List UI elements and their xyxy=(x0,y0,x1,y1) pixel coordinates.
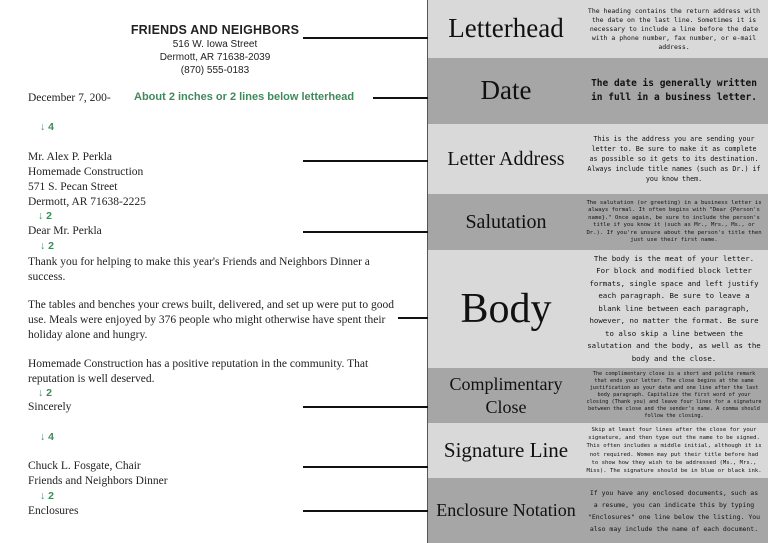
address-line-city: Dermott, AR 71638-2225 xyxy=(28,196,146,208)
date-spacing-note: About 2 inches or 2 lines below letterhead xyxy=(134,91,355,103)
part-row-complimentary-close xyxy=(428,368,768,423)
part-desc-letterhead: The heading contains the return address with the date on the last line. Sometimes it is necessary to include a line before the date with a phone number, fax number, or e-mail address. xyxy=(587,6,761,51)
part-desc-enclosure-notation: If you have any enclosed documents, such as a resume, you can indicate this by typing "Enclosures" one line below the listing. You also may include the name of each document. xyxy=(587,488,761,533)
spacer-after-salutation: ↓ 2 xyxy=(40,240,55,252)
part-row-salutation xyxy=(428,194,768,250)
spacer-after-body: ↓ 2 xyxy=(38,387,53,399)
letterhead-phone: (870) 555-0183 xyxy=(180,65,250,76)
part-term-signature-line: Signature Line xyxy=(443,437,569,462)
leader-line-enclosure xyxy=(303,510,428,512)
leader-line-signature xyxy=(303,466,428,468)
letterhead-street: 516 W. Iowa Street xyxy=(172,39,258,50)
leader-line-salutation xyxy=(303,231,428,233)
spacer-after-address: ↓ 2 xyxy=(38,210,53,222)
address-line-street: 571 S. Pecan Street xyxy=(28,181,118,193)
address-line-company: Homemade Construction xyxy=(28,166,144,178)
part-row-letter-address xyxy=(428,124,768,194)
spacer-after-date: ↓ 4 xyxy=(40,121,55,133)
address-line-name: Mr. Alex P. Perkla xyxy=(28,151,113,163)
leader-line-date xyxy=(373,97,428,99)
part-desc-body: The body is the meat of your letter. For block and modified block letter formats, single space and left justify each paragraph. Be sure to leave a blank line between each paragraph, however, no matter the format. Be sure to also skip a line between the salutation and the body, as well as the body and the close. xyxy=(587,253,761,363)
part-term-complimentary-close: Complimentary Close xyxy=(449,373,563,417)
letterhead-city: Dermott, AR 71638-2039 xyxy=(159,52,271,63)
body-paragraph-2: The tables and benches your crews built, delivered, and set up were put to good use. Meals were enjoyed by 376 people who might otherwise have spent their holiday alone and hungry. xyxy=(28,299,394,341)
part-term-enclosure-notation: Enclosure Notation xyxy=(436,500,576,520)
leader-line-letterhead xyxy=(303,37,428,39)
part-desc-date: The date is generally written in full in a business letter. xyxy=(591,78,757,103)
signature-name: Chuck L. Fosgate, Chair xyxy=(28,460,141,472)
part-row-enclosure-notation xyxy=(428,478,768,543)
part-term-salutation: Salutation xyxy=(465,211,547,233)
enclosure-text: Enclosures xyxy=(28,505,79,517)
leader-line-address xyxy=(303,160,428,162)
part-row-date xyxy=(428,58,768,124)
part-term-body: Body xyxy=(460,285,552,332)
body-paragraph-3: Homemade Construction has a positive reputation in the community. That reputation is well deserved. xyxy=(28,358,369,385)
part-row-letterhead xyxy=(428,0,768,58)
letter-parts-panel xyxy=(428,0,768,543)
part-row-signature-line xyxy=(428,423,768,478)
part-desc-salutation: The salutation (or greeting) in a business letter is always formal. It often begins with "Dear {Person's name}." Once again, be sure to include the person's title if you know it (such as Mr., Mrs., Ms., or Dr.). If you're unsure about the person's title then just use their first name. xyxy=(586,199,762,243)
spacer-after-signature: ↓ 2 xyxy=(40,490,55,502)
letterhead-name: FRIENDS AND NEIGHBORS xyxy=(130,23,300,37)
part-term-letterhead: Letterhead xyxy=(448,13,564,44)
salutation-text: Dear Mr. Perkla xyxy=(28,225,102,237)
part-desc-complimentary-close: The complimentary close is a short and polite remark that ends your letter. The close begins at the same justification as your date and one line after the last body paragraph. Capitalize the first word of your closing (Thank you) and leave four lines for a signature between the close and the sender's name. A comma should follow the closing. xyxy=(586,371,762,419)
complimentary-close-text: Sincerely xyxy=(28,401,72,413)
signature-title: Friends and Neighbors Dinner xyxy=(28,475,168,487)
leader-line-close xyxy=(303,406,428,408)
part-desc-letter-address: This is the address you are sending your letter to. Be sure to make it as complete as possible so it gets to its destination. Always include title names (such as Dr.) if you know them. xyxy=(587,135,761,183)
leader-line-body xyxy=(398,317,428,319)
part-desc-signature-line: Skip at least four lines after the close for your signature, and then type out the name to be signed. This often includes a middle initial, although it is not required. Women may put their title before had to show how they wish to be addressed (Ms., Mrs., Miss). The signature should be in blue or black ink. xyxy=(586,426,762,474)
part-row-body xyxy=(428,250,768,368)
letter-date: December 7, 200- xyxy=(28,92,111,104)
spacer-after-close: ↓ 4 xyxy=(40,431,55,443)
body-paragraph-1: Thank you for helping to make this year's Friends and Neighbors Dinner a success. xyxy=(28,256,370,283)
part-term-letter-address: Letter Address xyxy=(447,148,565,170)
part-term-date: Date xyxy=(480,75,532,106)
